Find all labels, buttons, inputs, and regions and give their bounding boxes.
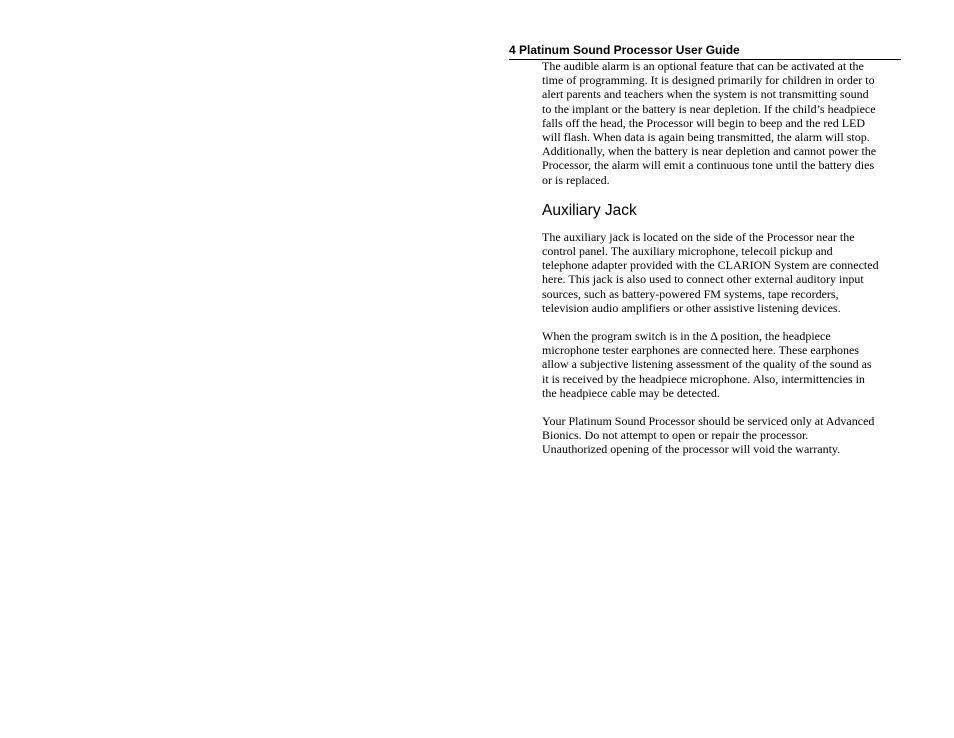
text-line: television audio amplifiers or other assistive listening devices. bbox=[542, 300, 841, 315]
text-line: falls off the head, the Processor will begin to beep and the red LED bbox=[542, 115, 866, 130]
page-body bbox=[542, 59, 904, 457]
text-line: it is received by the headpiece microphone. Also, intermittencies in bbox=[542, 371, 865, 386]
text-line: time of programming. It is designed primarily for children in order to bbox=[542, 73, 875, 88]
text-line: telephone adapter provided with the CLARION System are connected bbox=[542, 258, 879, 273]
auxiliary-jack-paragraph bbox=[542, 230, 904, 315]
alarm-paragraph bbox=[542, 59, 904, 187]
text-line: control panel. The auxiliary microphone, telecoil pickup and bbox=[542, 244, 833, 259]
text-line: Additionally, when the battery is near depletion and cannot power the bbox=[542, 144, 877, 159]
page-header: 4 Platinum Sound Processor User Guide bbox=[509, 44, 901, 60]
text-line: here. This jack is also used to connect other external auditory input bbox=[542, 272, 864, 287]
text-line: to the implant or the battery is near depletion. If the child’s headpiece bbox=[542, 101, 876, 116]
text-line: the headpiece cable may be detected. bbox=[542, 385, 720, 400]
text-line: allow a subjective listening assessment of the quality of the sound as bbox=[542, 357, 872, 372]
text-line: sources, such as battery-powered FM systems, tape recorders, bbox=[542, 286, 839, 301]
text-line: microphone tester earphones are connected here. These earphones bbox=[542, 343, 859, 358]
text-line: alert parents and teachers when the system is not transmitting sound bbox=[542, 87, 869, 102]
text-line: will flash. When data is again being transmitted, the alarm will stop. bbox=[542, 130, 870, 145]
text-line: Bionics. Do not attempt to open or repair the processor. bbox=[542, 428, 809, 443]
text-line: The auxiliary jack is located on the side of the Processor near the bbox=[542, 229, 855, 244]
section-heading-auxiliary-jack: Auxiliary Jack bbox=[542, 201, 637, 219]
text-line: When the program switch is in the Δ position, the headpiece bbox=[542, 329, 831, 344]
text-line: or is replaced. bbox=[542, 172, 610, 187]
text-line: The audible alarm is an optional feature that can be activated at the bbox=[542, 59, 864, 73]
tester-earphones-paragraph bbox=[542, 329, 904, 400]
text-line: Processor, the alarm will emit a continuous tone until the battery dies bbox=[542, 158, 875, 173]
service-paragraph bbox=[542, 414, 904, 457]
text-line: Unauthorized opening of the processor will void the warranty. bbox=[542, 442, 841, 457]
text-line: Your Platinum Sound Processor should be serviced only at Advanced bbox=[542, 414, 875, 429]
